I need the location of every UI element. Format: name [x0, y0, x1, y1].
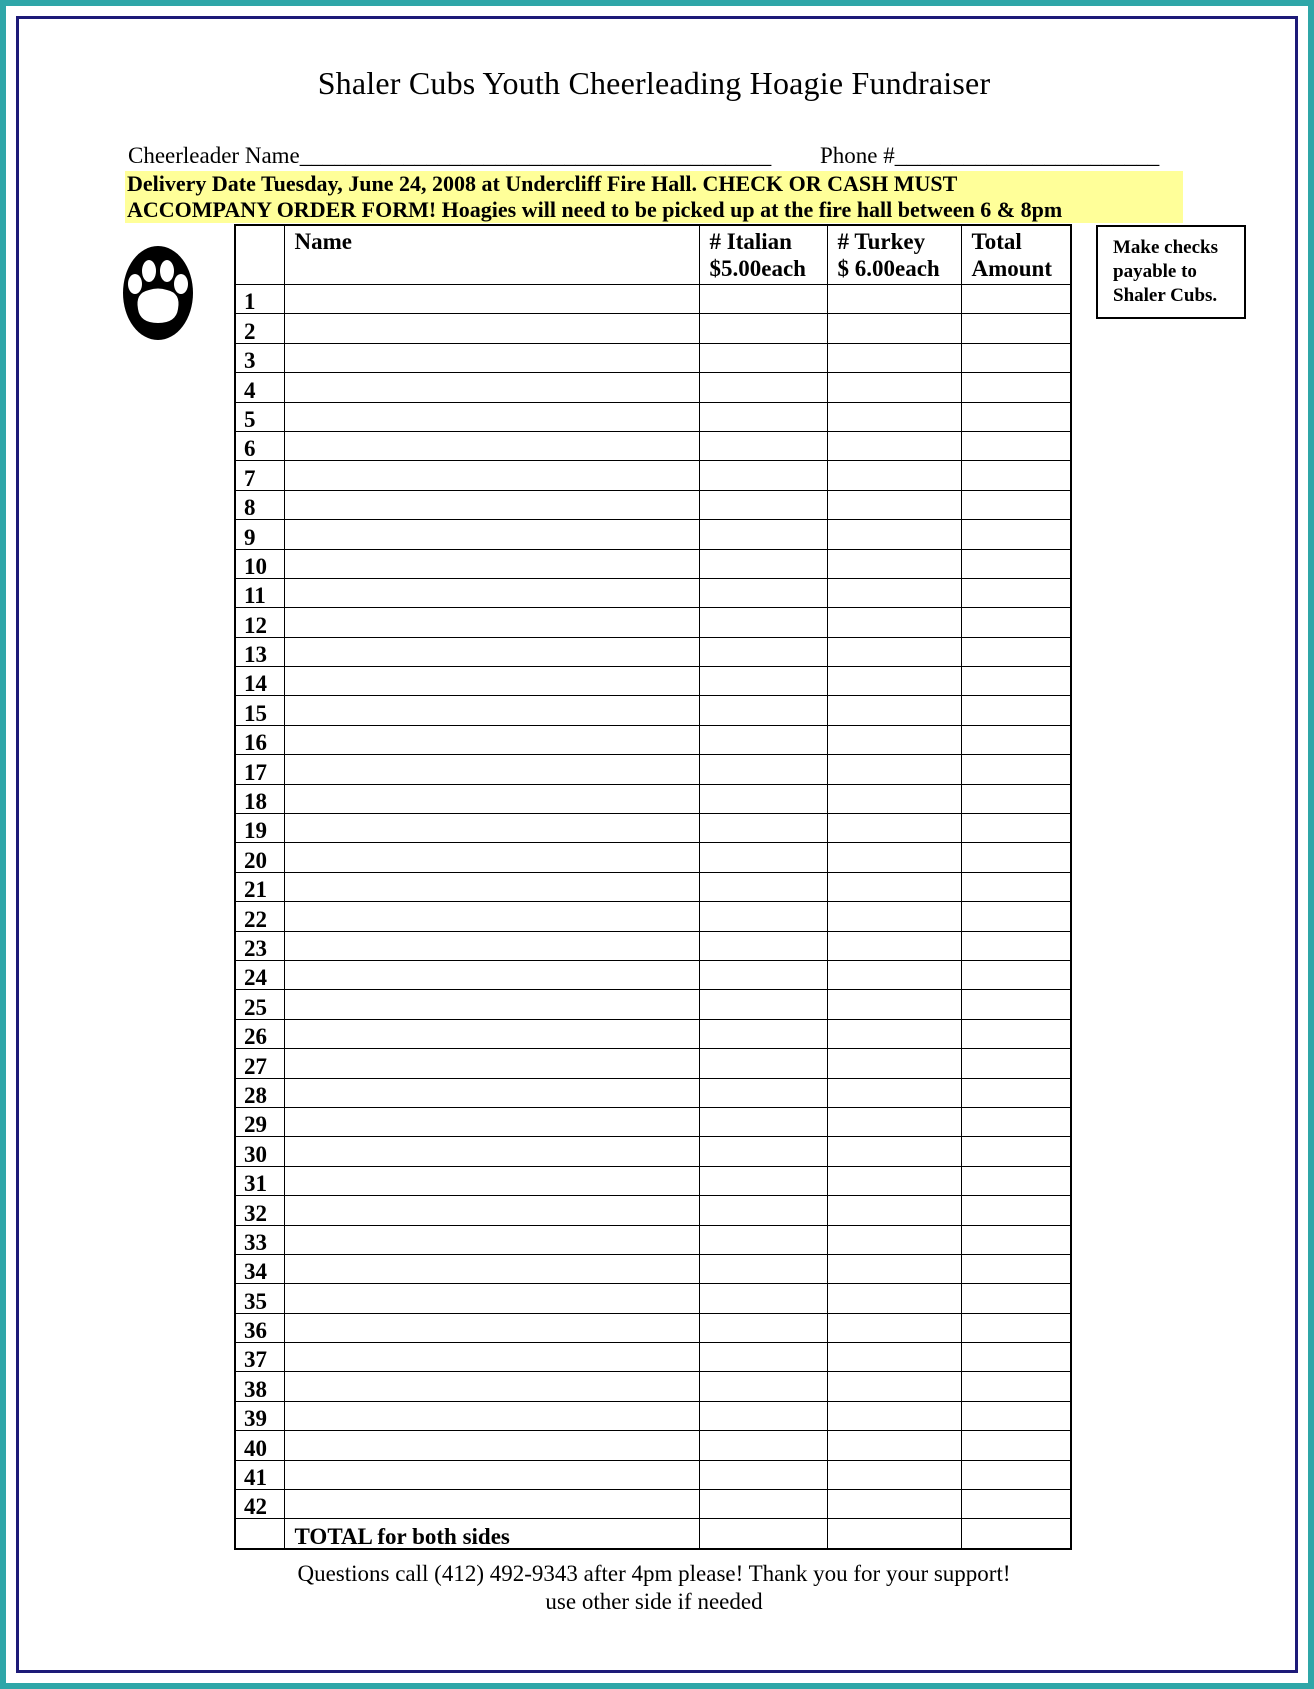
header-turkey-price: $ 6.00each — [837, 256, 940, 281]
turkey-qty-cell[interactable] — [827, 1343, 961, 1372]
turkey-qty-cell[interactable] — [827, 1107, 961, 1136]
total-amount-cell[interactable] — [961, 755, 1071, 784]
row-number: 8 — [235, 490, 284, 519]
header-turkey-label: # Turkey — [837, 229, 926, 254]
italian-qty-cell[interactable] — [699, 1372, 827, 1401]
italian-qty-cell[interactable] — [699, 1343, 827, 1372]
row-number: 20 — [235, 843, 284, 872]
row-number: 12 — [235, 608, 284, 637]
table-row — [235, 402, 1071, 431]
italian-qty-cell[interactable] — [699, 1254, 827, 1283]
turkey-qty-cell[interactable] — [827, 784, 961, 813]
table-row — [235, 1490, 1071, 1519]
total-amount-cell[interactable] — [961, 285, 1071, 314]
row-number: 5 — [235, 402, 284, 431]
table-row — [235, 667, 1071, 696]
header-name — [284, 225, 699, 285]
italian-qty-cell[interactable] — [699, 373, 827, 402]
name-cell[interactable] — [284, 1343, 699, 1372]
delivery-line-2: ACCOMPANY ORDER FORM! Hoagies will need to be picked up at the fire hall between 6 & 8pm — [127, 197, 1063, 222]
italian-qty-cell[interactable] — [699, 285, 827, 314]
italian-qty-cell[interactable] — [699, 1078, 827, 1107]
row-number: 39 — [235, 1401, 284, 1430]
row-number: 4 — [235, 373, 284, 402]
turkey-qty-cell[interactable] — [827, 1372, 961, 1401]
header-italian-price: $5.00each — [709, 256, 806, 281]
row-number: 40 — [235, 1431, 284, 1460]
total-amount-cell[interactable] — [961, 843, 1071, 872]
turkey-qty-cell[interactable] — [827, 637, 961, 666]
table-row — [235, 520, 1071, 549]
italian-qty-cell[interactable] — [699, 1460, 827, 1489]
table-row — [235, 1049, 1071, 1078]
table-row — [235, 1078, 1071, 1107]
italian-qty-cell[interactable] — [699, 1019, 827, 1048]
italian-qty-cell[interactable] — [699, 314, 827, 343]
total-label: TOTAL for both sides — [284, 1519, 699, 1549]
row-number: 1 — [235, 285, 284, 314]
name-cell[interactable] — [284, 872, 699, 901]
table-row — [235, 784, 1071, 813]
total-amount-cell[interactable] — [961, 1049, 1071, 1078]
turkey-qty-cell[interactable] — [827, 578, 961, 607]
footer-questions: Questions call (412) 492-9343 after 4pm please! Thank you for your support! — [297, 1561, 1011, 1586]
order-rows — [235, 285, 1071, 1519]
turkey-qty-cell[interactable] — [827, 1490, 961, 1519]
turkey-qty-cell[interactable] — [827, 1078, 961, 1107]
name-cell[interactable] — [284, 1225, 699, 1254]
row-number: 28 — [235, 1078, 284, 1107]
name-cell[interactable] — [284, 990, 699, 1019]
header-total-label: Total — [971, 229, 1022, 254]
total-amount-cell[interactable] — [961, 696, 1071, 725]
table-row — [235, 343, 1071, 372]
italian-qty-cell[interactable] — [699, 725, 827, 754]
turkey-qty-cell[interactable] — [827, 549, 961, 578]
turkey-qty-cell[interactable] — [827, 520, 961, 549]
turkey-qty-cell[interactable] — [827, 1196, 961, 1225]
row-number: 18 — [235, 784, 284, 813]
table-row — [235, 1401, 1071, 1430]
turkey-qty-cell[interactable] — [827, 373, 961, 402]
total-amount-cell[interactable] — [961, 549, 1071, 578]
turkey-qty-cell[interactable] — [827, 1254, 961, 1283]
name-cell[interactable] — [284, 1490, 699, 1519]
name-cell[interactable] — [284, 784, 699, 813]
total-amount-cell[interactable] — [961, 725, 1071, 754]
italian-qty-cell[interactable] — [699, 549, 827, 578]
table-row — [235, 637, 1071, 666]
table-row — [235, 314, 1071, 343]
name-cell[interactable] — [284, 902, 699, 931]
row-number: 7 — [235, 461, 284, 490]
turkey-qty-cell[interactable] — [827, 1019, 961, 1048]
row-number: 38 — [235, 1372, 284, 1401]
row-number: 27 — [235, 1049, 284, 1078]
table-row — [235, 549, 1071, 578]
row-number: 10 — [235, 549, 284, 578]
name-cell[interactable] — [284, 696, 699, 725]
table-row — [235, 725, 1071, 754]
turkey-qty-cell[interactable] — [827, 314, 961, 343]
name-cell[interactable] — [284, 814, 699, 843]
name-cell[interactable] — [284, 461, 699, 490]
name-cell[interactable] — [284, 1313, 699, 1342]
turkey-qty-cell[interactable] — [827, 931, 961, 960]
delivery-line-1: Delivery Date Tuesday, June 24, 2008 at Undercliff Fire Hall. CHECK OR CASH MUST — [127, 171, 958, 196]
turkey-qty-cell[interactable] — [827, 402, 961, 431]
table-row — [235, 1254, 1071, 1283]
turkey-qty-cell[interactable] — [827, 1284, 961, 1313]
italian-qty-cell[interactable] — [699, 402, 827, 431]
total-amount-cell[interactable] — [961, 931, 1071, 960]
total-amount-cell[interactable] — [961, 872, 1071, 901]
italian-qty-cell[interactable] — [699, 990, 827, 1019]
italian-qty-cell[interactable] — [699, 1313, 827, 1342]
turkey-qty-cell[interactable] — [827, 1166, 961, 1195]
name-cell[interactable] — [284, 931, 699, 960]
name-cell[interactable] — [284, 1401, 699, 1430]
total-amount-cell[interactable] — [961, 1490, 1071, 1519]
table-row — [235, 1225, 1071, 1254]
italian-qty-cell[interactable] — [699, 960, 827, 989]
name-cell[interactable] — [284, 1254, 699, 1283]
turkey-qty-cell[interactable] — [827, 960, 961, 989]
turkey-qty-cell[interactable] — [827, 1225, 961, 1254]
name-cell[interactable] — [284, 960, 699, 989]
table-row — [235, 373, 1071, 402]
total-amount-cell[interactable] — [961, 814, 1071, 843]
total-amount-cell[interactable] — [961, 1225, 1071, 1254]
total-italian-cell[interactable] — [699, 1519, 827, 1549]
total-amount-cell[interactable] — [961, 667, 1071, 696]
table-row — [235, 755, 1071, 784]
total-amount-cell[interactable] — [961, 314, 1071, 343]
table-row — [235, 843, 1071, 872]
italian-qty-cell[interactable] — [699, 608, 827, 637]
total-amount-cell[interactable] — [961, 1196, 1071, 1225]
table-row — [235, 1431, 1071, 1460]
row-number: 42 — [235, 1490, 284, 1519]
row-number: 2 — [235, 314, 284, 343]
table-row — [235, 1019, 1071, 1048]
italian-qty-cell[interactable] — [699, 1490, 827, 1519]
total-amount-cell[interactable] — [961, 490, 1071, 519]
row-number: 13 — [235, 637, 284, 666]
header-name-label: Name — [294, 229, 352, 254]
total-row-number — [235, 1519, 284, 1549]
name-cell[interactable] — [284, 1049, 699, 1078]
table-row — [235, 1166, 1071, 1195]
total-amount-cell[interactable] — [961, 1078, 1071, 1107]
total-amount-cell[interactable] — [961, 1401, 1071, 1430]
total-amount-cell[interactable] — [961, 1343, 1071, 1372]
total-amount-cell[interactable] — [961, 608, 1071, 637]
italian-qty-cell[interactable] — [699, 696, 827, 725]
turkey-qty-cell[interactable] — [827, 608, 961, 637]
italian-qty-cell[interactable] — [699, 1196, 827, 1225]
turkey-qty-cell[interactable] — [827, 461, 961, 490]
row-number: 11 — [235, 578, 284, 607]
note-line-3: Shaler Cubs. — [1113, 285, 1218, 306]
paw-print-icon — [121, 243, 195, 343]
name-cell[interactable] — [284, 402, 699, 431]
row-number: 16 — [235, 725, 284, 754]
name-cell[interactable] — [284, 843, 699, 872]
name-cell[interactable] — [284, 490, 699, 519]
order-table — [234, 224, 1072, 1550]
total-amount-cell[interactable] — [961, 1137, 1071, 1166]
italian-qty-cell[interactable] — [699, 1225, 827, 1254]
row-number: 30 — [235, 1137, 284, 1166]
turkey-qty-cell[interactable] — [827, 1137, 961, 1166]
name-cell[interactable] — [284, 1019, 699, 1048]
name-cell[interactable] — [284, 1372, 699, 1401]
form-title: Shaler Cubs Youth Cheerleading Hoagie Fundraiser — [317, 65, 991, 101]
table-row — [235, 814, 1071, 843]
turkey-qty-cell[interactable] — [827, 1460, 961, 1489]
name-cell[interactable] — [284, 549, 699, 578]
italian-qty-cell[interactable] — [699, 1401, 827, 1430]
row-number: 21 — [235, 872, 284, 901]
name-cell[interactable] — [284, 608, 699, 637]
name-cell[interactable] — [284, 1196, 699, 1225]
name-cell[interactable] — [284, 1460, 699, 1489]
name-cell[interactable] — [284, 578, 699, 607]
italian-qty-cell[interactable] — [699, 520, 827, 549]
header-total — [961, 225, 1071, 285]
italian-qty-cell[interactable] — [699, 902, 827, 931]
total-amount-cell[interactable] — [961, 520, 1071, 549]
total-amount-cell[interactable] — [961, 1019, 1071, 1048]
name-cell[interactable] — [284, 314, 699, 343]
name-cell[interactable] — [284, 1284, 699, 1313]
row-number: 31 — [235, 1166, 284, 1195]
name-cell[interactable] — [284, 667, 699, 696]
total-amount-cell[interactable] — [961, 1284, 1071, 1313]
row-number: 29 — [235, 1107, 284, 1136]
table-row — [235, 1460, 1071, 1489]
name-cell[interactable] — [284, 1166, 699, 1195]
table-row — [235, 1284, 1071, 1313]
italian-qty-cell[interactable] — [699, 1049, 827, 1078]
row-number: 14 — [235, 667, 284, 696]
table-row — [235, 285, 1071, 314]
turkey-qty-cell[interactable] — [827, 1049, 961, 1078]
header-total-amount: Amount — [971, 256, 1053, 281]
row-number: 34 — [235, 1254, 284, 1283]
row-number: 15 — [235, 696, 284, 725]
row-number: 36 — [235, 1313, 284, 1342]
name-cell[interactable] — [284, 285, 699, 314]
turkey-qty-cell[interactable] — [827, 696, 961, 725]
italian-qty-cell[interactable] — [699, 872, 827, 901]
total-amount-cell[interactable] — [961, 373, 1071, 402]
italian-qty-cell[interactable] — [699, 843, 827, 872]
page-frame — [16, 16, 1298, 1673]
row-number: 9 — [235, 520, 284, 549]
table-row — [235, 1137, 1071, 1166]
table-row — [235, 960, 1071, 989]
turkey-qty-cell[interactable] — [827, 725, 961, 754]
turkey-qty-cell[interactable] — [827, 490, 961, 519]
turkey-qty-cell[interactable] — [827, 1313, 961, 1342]
italian-qty-cell[interactable] — [699, 1284, 827, 1313]
total-amount-cell[interactable] — [961, 1313, 1071, 1342]
table-row — [235, 431, 1071, 460]
header-turkey — [827, 225, 961, 285]
total-amount-cell[interactable] — [961, 461, 1071, 490]
table-row — [235, 931, 1071, 960]
turkey-qty-cell[interactable] — [827, 1401, 961, 1430]
table-row — [235, 872, 1071, 901]
name-cell[interactable] — [284, 725, 699, 754]
total-amount-cell[interactable] — [961, 1107, 1071, 1136]
row-number: 33 — [235, 1225, 284, 1254]
italian-qty-cell[interactable] — [699, 431, 827, 460]
table-header-row — [235, 225, 1071, 285]
italian-qty-cell[interactable] — [699, 931, 827, 960]
total-amount-cell[interactable] — [961, 990, 1071, 1019]
italian-qty-cell[interactable] — [699, 784, 827, 813]
italian-qty-cell[interactable] — [699, 578, 827, 607]
note-line-1: Make checks — [1113, 237, 1219, 258]
name-cell[interactable] — [284, 373, 699, 402]
total-amount-cell[interactable] — [961, 1254, 1071, 1283]
name-cell[interactable] — [284, 1107, 699, 1136]
row-number: 35 — [235, 1284, 284, 1313]
italian-qty-cell[interactable] — [699, 1107, 827, 1136]
italian-qty-cell[interactable] — [699, 667, 827, 696]
name-cell[interactable] — [284, 637, 699, 666]
name-cell[interactable] — [284, 1137, 699, 1166]
row-number: 23 — [235, 931, 284, 960]
table-row — [235, 1343, 1071, 1372]
table-row — [235, 490, 1071, 519]
table-row — [235, 1196, 1071, 1225]
table-row — [235, 1107, 1071, 1136]
italian-qty-cell[interactable] — [699, 461, 827, 490]
total-amount-cell[interactable] — [961, 960, 1071, 989]
row-number: 19 — [235, 814, 284, 843]
name-cell[interactable] — [284, 1431, 699, 1460]
turkey-qty-cell[interactable] — [827, 814, 961, 843]
table-row — [235, 1313, 1071, 1342]
turkey-qty-cell[interactable] — [827, 872, 961, 901]
row-number: 32 — [235, 1196, 284, 1225]
italian-qty-cell[interactable] — [699, 755, 827, 784]
italian-qty-cell[interactable] — [699, 490, 827, 519]
total-amount-cell[interactable] — [961, 637, 1071, 666]
row-number: 26 — [235, 1019, 284, 1048]
footer-other-side: use other side if needed — [545, 1589, 763, 1614]
total-turkey-cell[interactable] — [827, 1519, 961, 1549]
italian-qty-cell[interactable] — [699, 1137, 827, 1166]
total-amount-cell[interactable] — [961, 1372, 1071, 1401]
table-row — [235, 1372, 1071, 1401]
header-number — [235, 225, 284, 285]
italian-qty-cell[interactable] — [699, 637, 827, 666]
row-number: 24 — [235, 960, 284, 989]
turkey-qty-cell[interactable] — [827, 902, 961, 931]
name-cell[interactable] — [284, 431, 699, 460]
checks-payable-note — [1096, 225, 1246, 319]
row-number: 25 — [235, 990, 284, 1019]
cheerleader-name-field[interactable]: Cheerleader Name_________________________________________ — [128, 143, 772, 168]
italian-qty-cell[interactable] — [699, 1431, 827, 1460]
row-number: 41 — [235, 1460, 284, 1489]
turkey-qty-cell[interactable] — [827, 1431, 961, 1460]
total-amount-cell[interactable] — [961, 902, 1071, 931]
total-row — [235, 1519, 1071, 1549]
total-amount-cell[interactable] — [961, 1519, 1071, 1549]
total-amount-cell[interactable] — [961, 431, 1071, 460]
turkey-qty-cell[interactable] — [827, 343, 961, 372]
row-number: 22 — [235, 902, 284, 931]
turkey-qty-cell[interactable] — [827, 667, 961, 696]
total-amount-cell[interactable] — [961, 784, 1071, 813]
row-number: 6 — [235, 431, 284, 460]
row-number: 37 — [235, 1343, 284, 1372]
italian-qty-cell[interactable] — [699, 1166, 827, 1195]
table-row — [235, 990, 1071, 1019]
name-cell[interactable] — [284, 755, 699, 784]
note-line-2: payable to — [1113, 261, 1197, 282]
name-cell[interactable] — [284, 520, 699, 549]
name-cell[interactable] — [284, 1078, 699, 1107]
total-amount-cell[interactable] — [961, 1431, 1071, 1460]
table-row — [235, 902, 1071, 931]
turkey-qty-cell[interactable] — [827, 990, 961, 1019]
name-cell[interactable] — [284, 343, 699, 372]
total-amount-cell[interactable] — [961, 1166, 1071, 1195]
total-amount-cell[interactable] — [961, 578, 1071, 607]
table-row — [235, 461, 1071, 490]
header-italian-label: # Italian — [709, 229, 792, 254]
turkey-qty-cell[interactable] — [827, 285, 961, 314]
total-amount-cell[interactable] — [961, 402, 1071, 431]
italian-qty-cell[interactable] — [699, 343, 827, 372]
phone-field[interactable]: Phone #_______________________ — [820, 143, 1160, 168]
row-number: 3 — [235, 343, 284, 372]
total-amount-cell[interactable] — [961, 1460, 1071, 1489]
table-row — [235, 696, 1071, 725]
turkey-qty-cell[interactable] — [827, 755, 961, 784]
turkey-qty-cell[interactable] — [827, 843, 961, 872]
italian-qty-cell[interactable] — [699, 814, 827, 843]
table-row — [235, 608, 1071, 637]
header-italian — [699, 225, 827, 285]
row-number: 17 — [235, 755, 284, 784]
turkey-qty-cell[interactable] — [827, 431, 961, 460]
table-row — [235, 578, 1071, 607]
total-amount-cell[interactable] — [961, 343, 1071, 372]
delivery-notice — [125, 171, 1183, 223]
